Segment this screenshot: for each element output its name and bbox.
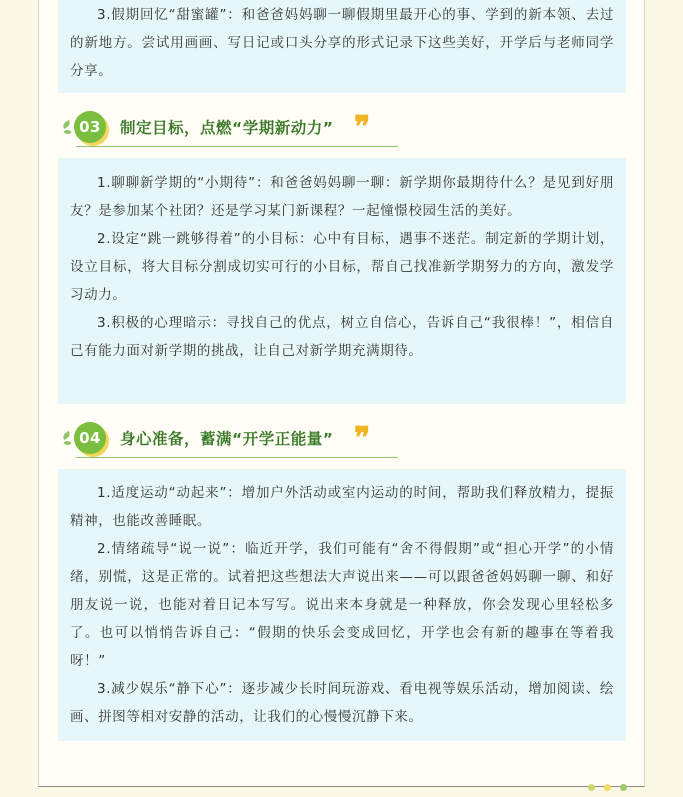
section-2-content-box	[58, 0, 626, 93]
quote-mark-icon: ❞	[354, 421, 371, 456]
dot-icon	[620, 784, 627, 791]
section-3-underline	[76, 146, 398, 147]
quote-mark-icon: ❞	[354, 110, 371, 145]
section-3-number-badge: 03	[74, 111, 106, 143]
leaf-icon	[61, 120, 71, 129]
section-3-header	[60, 107, 440, 147]
section-4-title: 身心准备，蓄满“开学正能量”	[120, 430, 334, 448]
section-3-content-box	[58, 158, 626, 404]
dot-icon	[588, 784, 595, 791]
section-3-title: 制定目标，点燃“学期新动力”	[120, 119, 334, 137]
section-4-number-badge: 04	[74, 422, 106, 454]
leaf-icon	[61, 431, 71, 440]
section-4-header	[60, 418, 440, 458]
section-2-paragraph-3: 3.假期回忆“甜蜜罐”：和爸爸妈妈聊一聊假期里最开心的事、学到的新本领、去过的新地方。尝试用画画、写日记或口头分享的形式记录下这些美好，开学后与老师同学分享。	[70, 7, 614, 79]
section-4-content-box	[58, 469, 626, 741]
dot-icon	[604, 784, 611, 791]
section-4-paragraph-2: 2.情绪疏导“说一说”：临近开学，我们可能有“舍不得假期”或“担心开学”的小情绪，别慌，这是正常的。试着把这些想法大声说出来——可以跟爸爸妈妈聊一聊、和好朋友说一说，也能对着日记本写写。说出来本身就是一种释放，你会发现心里轻松多了。也可以悄悄告诉自己：“假期的快乐会变成回忆，开学也会有新的趣事在等着我呀！”	[70, 541, 614, 669]
section-3-paragraph-3: 3.积极的心理暗示：寻找自己的优点，树立自信心，告诉自己“我很棒！”，相信自己有能力面对新学期的挑战，让自己对新学期充满期待。	[70, 315, 614, 359]
section-4-paragraph-1: 1.适度运动“动起来”：增加户外活动或室内运动的时间，帮助我们释放精力，提振精神，也能改善睡眠。	[70, 485, 614, 529]
decorative-dots	[588, 784, 638, 794]
leaf-icon	[63, 440, 71, 447]
section-4-underline	[76, 457, 398, 458]
section-3-paragraph-1: 1.聊聊新学期的“小期待”：和爸爸妈妈聊一聊：新学期你最期待什么？是见到好朋友？是参加某个社团？还是学习某门新课程？一起憧憬校园生活的美好。	[70, 175, 614, 219]
section-3-paragraph-2: 2.设定“跳一跳够得着”的小目标：心中有目标，遇事不迷茫。制定新的学期计划，设立目标，将大目标分割成切实可行的小目标，帮自己找准新学期努力的方向，激发学习动力。	[70, 231, 614, 303]
section-4-paragraph-3: 3.减少娱乐“静下心”：逐步减少长时间玩游戏、看电视等娱乐活动，增加阅读、绘画、拼图等相对安静的活动，让我们的心慢慢沉静下来。	[70, 681, 614, 725]
leaf-icon	[63, 129, 71, 136]
